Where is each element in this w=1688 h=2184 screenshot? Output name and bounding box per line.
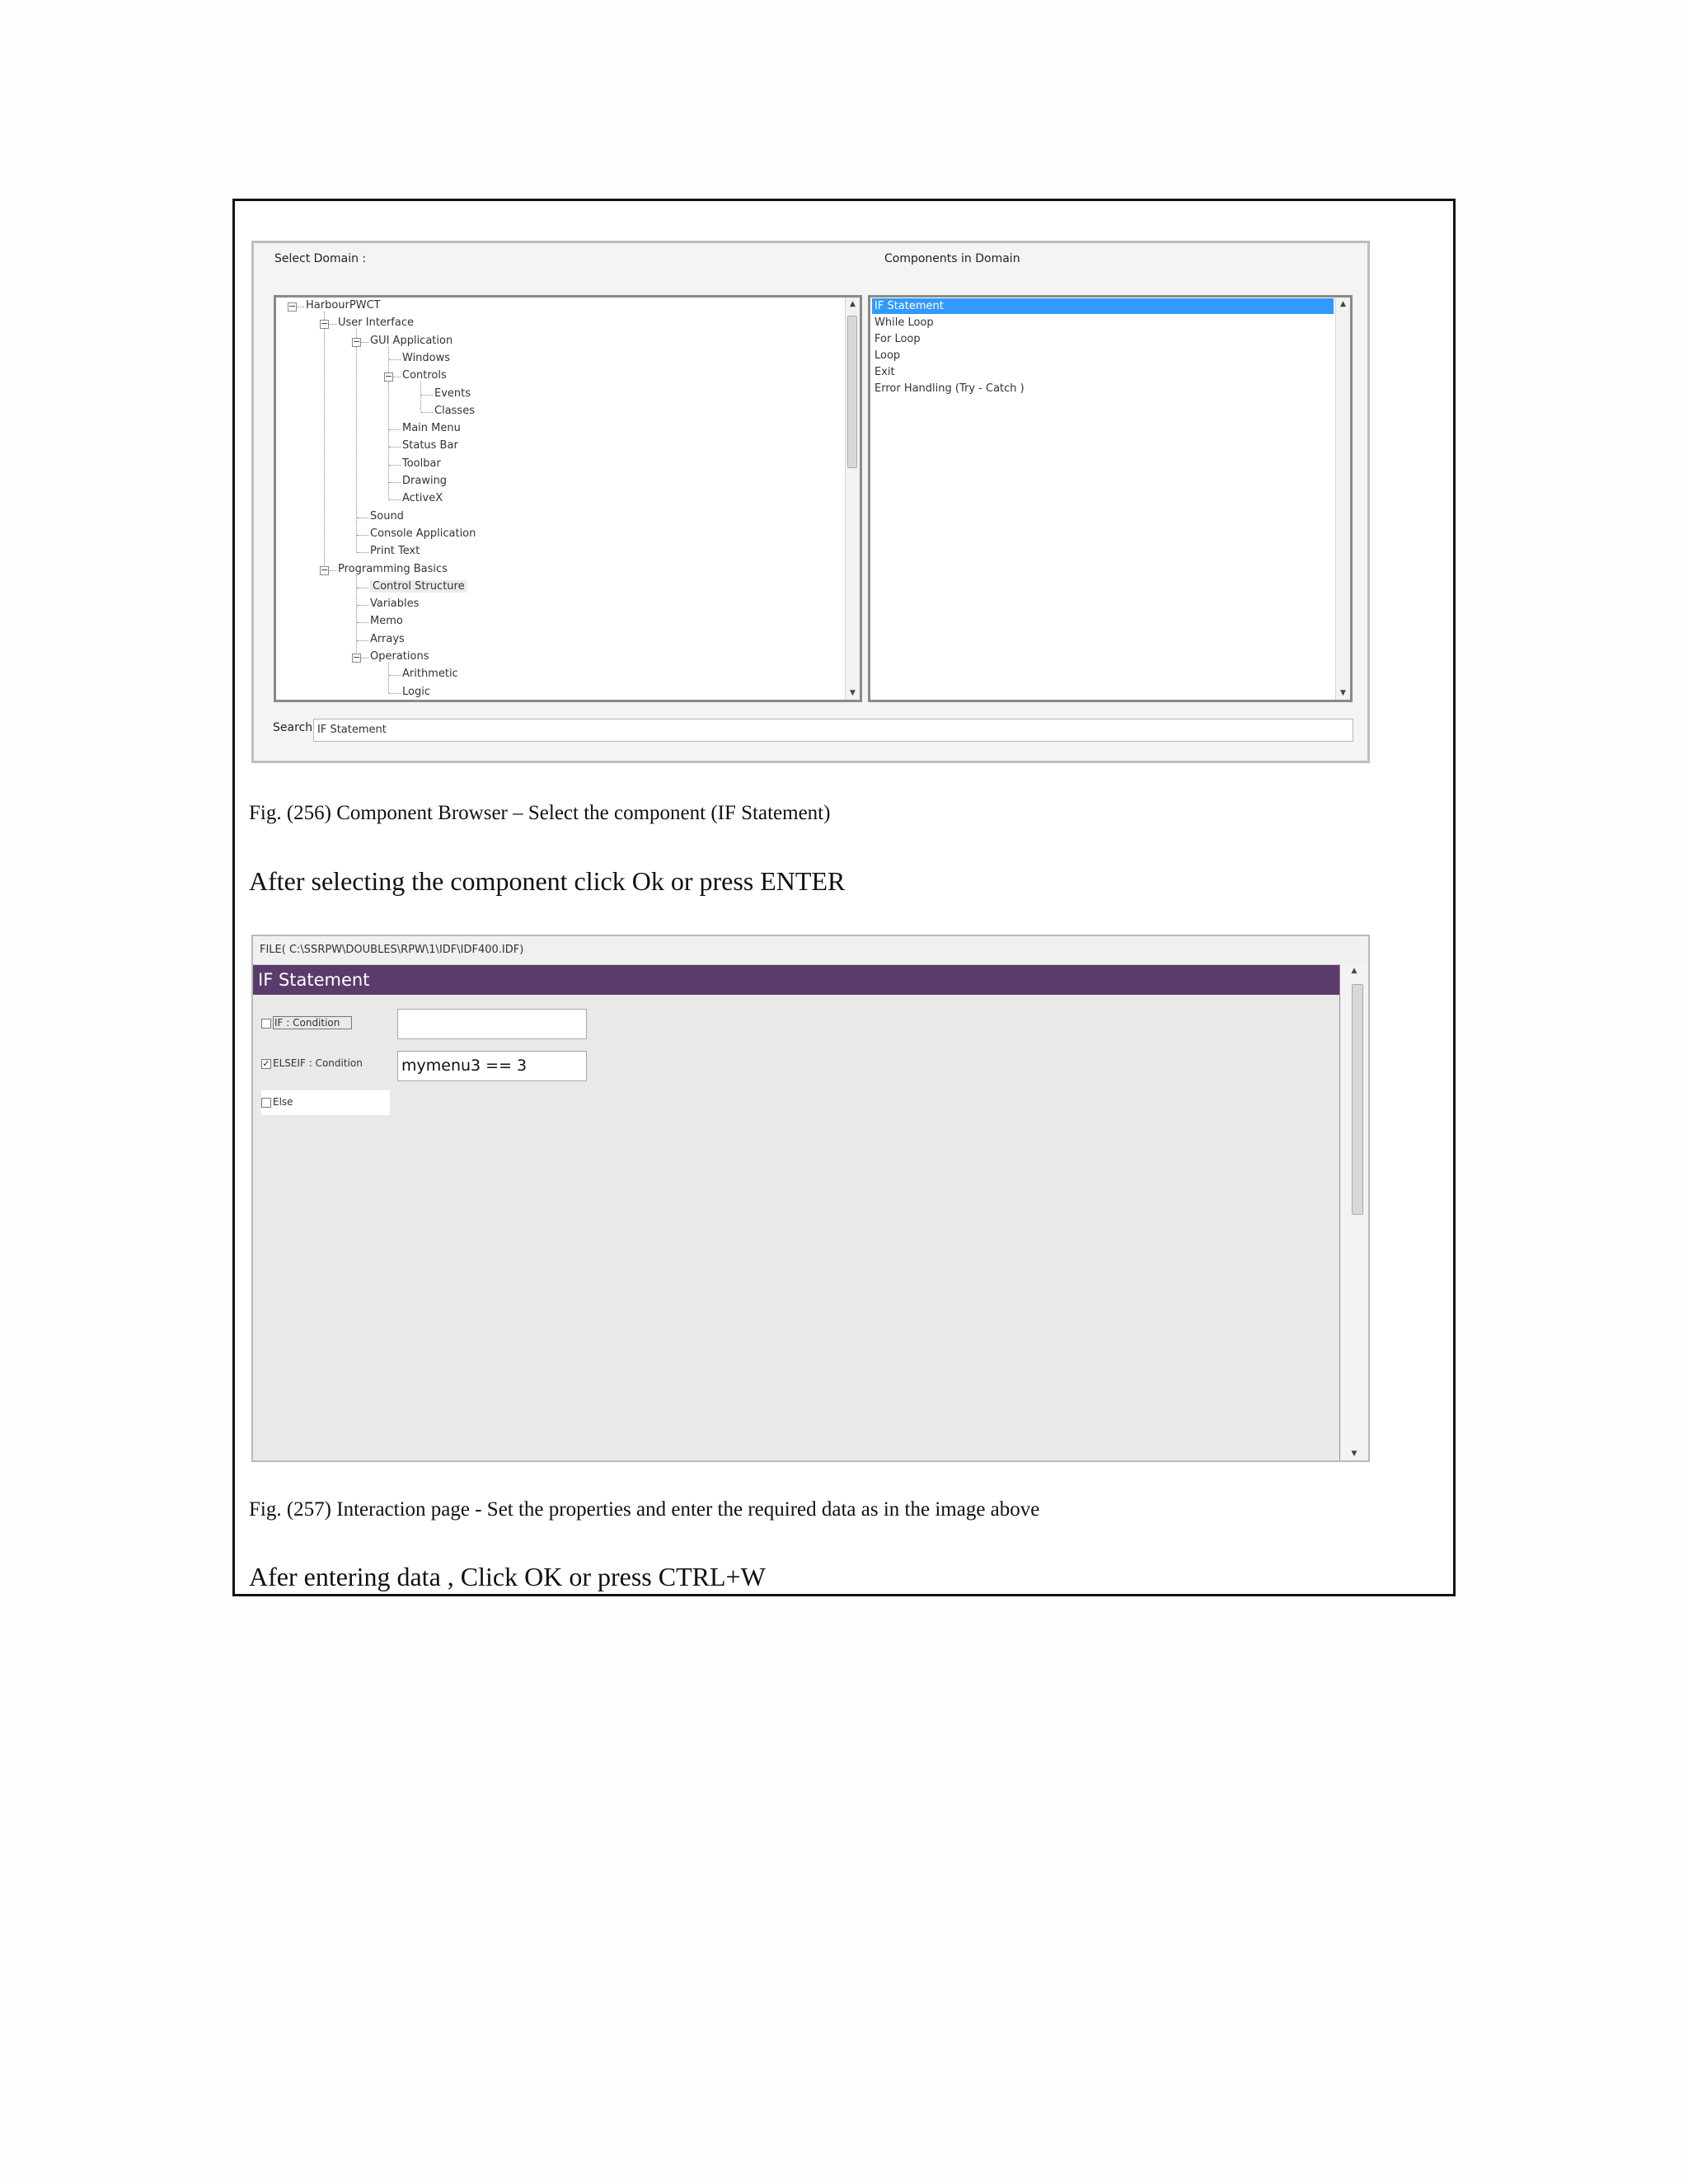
scroll-thumb[interactable] [847,316,857,468]
figure-256-caption: Fig. (256) Component Browser – Select the component (IF Statement) [249,802,831,824]
tree-collapse-icon[interactable]: − [321,564,329,575]
tree-collapse-icon[interactable]: − [353,652,361,663]
tree-connector [356,329,357,552]
elseif-condition-label: ELSEIF : Condition [273,1057,363,1069]
tree-node[interactable]: Windows [402,351,451,364]
tree-connector [389,429,401,430]
components-list[interactable] [868,295,1353,702]
tree-connector [388,347,389,500]
component-item[interactable]: While Loop [874,316,934,329]
tree-connector [357,552,368,553]
tree-node[interactable]: Print Text [370,545,420,558]
scroll-down-icon[interactable]: ▼ [1340,689,1346,697]
tree-connector [357,622,368,623]
tree-collapse-icon[interactable]: − [385,371,393,382]
elseif-condition-option[interactable] [261,1056,363,1073]
tree-connector [389,447,401,448]
elseif-condition-checkbox[interactable]: ✓ [262,1057,270,1069]
tree-collapse-icon[interactable]: − [353,335,361,347]
if-condition-option[interactable] [261,1015,352,1033]
interaction-page-title: IF Statement [253,965,1341,995]
tree-collapse-icon[interactable]: − [288,301,297,312]
tree-connector [389,499,401,500]
component-item[interactable]: Exit [874,366,895,378]
tree-connector [389,482,401,483]
tree-node[interactable]: Toolbar [402,457,441,470]
tree-collapse-icon[interactable]: − [321,318,329,330]
components-in-domain-label: Components in Domain [884,252,1020,265]
scroll-up-icon[interactable]: ▲ [850,300,856,308]
tree-node[interactable]: Console Application [370,527,476,540]
tree-connector [389,359,401,360]
search-input[interactable]: IF Statement [313,719,1353,742]
tree-connector [324,312,325,570]
domain-tree-scrollbar[interactable] [845,298,860,700]
tree-connector [389,465,401,466]
else-checkbox[interactable] [261,1098,271,1108]
domain-tree-content [276,298,845,700]
interaction-page-scrollbar[interactable] [1339,964,1368,1460]
tree-node[interactable]: Events [434,387,471,400]
tree-node[interactable]: HarbourPWCT [306,299,381,312]
tree-node[interactable]: Sound [370,509,404,523]
search-label: Search [273,721,313,734]
tree-node[interactable]: Control Structure [370,580,467,593]
components-list-scrollbar[interactable] [1335,298,1350,700]
interaction-page [251,935,1370,1462]
tree-node[interactable]: Main Menu [402,422,461,435]
component-item[interactable]: Loop [874,349,901,362]
tree-node[interactable]: Programming Basics [338,562,448,575]
else-label: Else [273,1096,293,1108]
tree-connector [389,693,401,694]
tree-node[interactable]: Variables [370,598,420,611]
scroll-thumb[interactable] [1352,984,1363,1215]
scroll-down-icon[interactable]: ▼ [850,689,856,697]
select-domain-label: Select Domain : [274,252,367,265]
tree-connector [420,382,421,412]
tree-node[interactable]: Arithmetic [402,668,458,681]
else-option[interactable] [261,1090,390,1115]
instruction-after-entering: Afer entering data , Click OK or press CTRL+W [249,1562,766,1591]
tree-node[interactable]: Classes [434,404,475,417]
if-condition-checkbox[interactable] [261,1019,271,1029]
tree-node[interactable]: Controls [402,369,447,382]
tree-node[interactable]: Operations [370,650,429,663]
tree-node[interactable]: Drawing [402,475,448,487]
tree-node[interactable]: Memo [370,615,403,628]
tree-connector [388,663,389,693]
if-condition-label: IF : Condition [273,1016,352,1029]
if-condition-input[interactable] [397,1009,587,1039]
tree-node[interactable]: Status Bar [402,439,458,452]
component-item[interactable]: Error Handling (Try - Catch ) [874,382,1025,395]
component-browser [251,241,1370,763]
domain-tree[interactable] [274,295,862,702]
tree-node[interactable]: Arrays [370,632,405,645]
scroll-up-icon[interactable]: ▲ [1351,967,1357,975]
tree-node[interactable]: GUI Application [370,334,453,347]
file-path-bar: FILE( C:\SSRPW\DOUBLES\RPW\1\IDF\IDF400.IDF) [253,936,1368,965]
tree-node[interactable]: User Interface [338,316,414,330]
tree-connector [357,605,368,606]
tree-connector [421,395,433,396]
tree-connector [357,535,368,536]
component-item[interactable]: For Loop [874,333,921,345]
tree-node[interactable]: Logic [402,685,430,698]
scroll-down-icon[interactable]: ▼ [1351,1450,1357,1458]
tree-connector [357,640,368,641]
tree-connector [421,412,433,413]
tree-connector [389,675,401,676]
scroll-up-icon[interactable]: ▲ [1340,300,1346,308]
elseif-condition-input[interactable]: mymenu3 == 3 [397,1051,587,1081]
tree-node[interactable]: ActiveX [402,492,443,505]
instruction-after-selecting: After selecting the component click Ok or press ENTER [249,866,846,896]
component-item[interactable]: IF Statement [872,298,1334,314]
figure-257-caption: Fig. (257) Interaction page - Set the properties and enter the required data as in the image above [249,1498,1040,1521]
